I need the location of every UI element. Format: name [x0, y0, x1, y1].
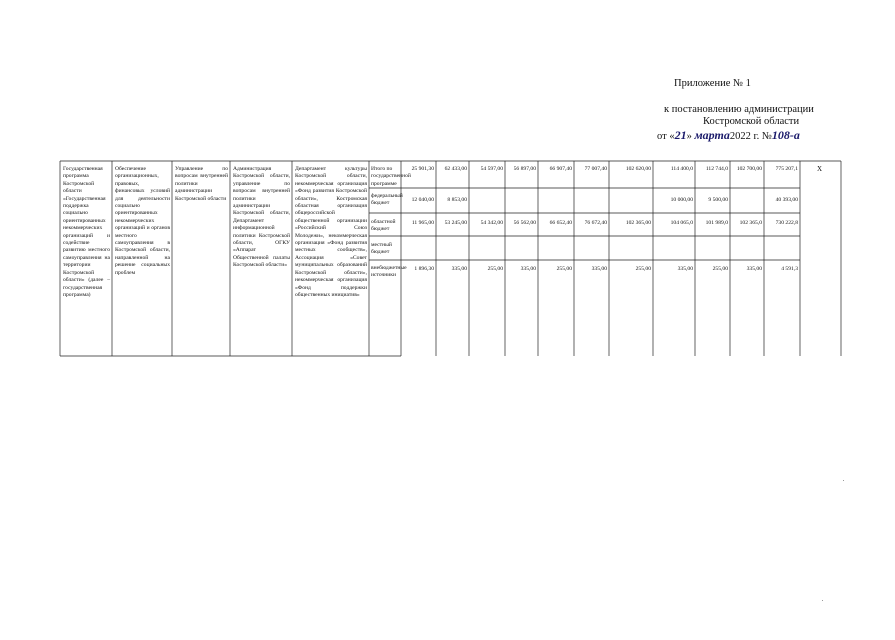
value-cell: 255,00 — [487, 266, 503, 272]
handwritten-number: 108-а — [771, 128, 800, 142]
scan-speck — [822, 600, 823, 601]
value-cell: 10 000,00 — [670, 197, 693, 203]
value-cell: 112 744,0 — [705, 166, 728, 172]
program-goal-cell: Обеспечение организационных, правовых, финансовых условий для деятельности социально ориентированных некоммерческих организаций и органов местного самоуправления в Костромской области, направленной на решение социальных проблем — [115, 166, 170, 276]
value-cell: 102 700,00 — [736, 166, 762, 172]
value-cell: 255,00 — [712, 266, 728, 272]
year-part: 2022 г. № — [729, 131, 772, 142]
value-cell: 77 007,40 — [584, 166, 607, 172]
value-cell: 101 989,0 — [705, 220, 728, 226]
value-cell: 66 907,40 — [549, 166, 572, 172]
value-cell: 4 591,3 — [781, 266, 798, 272]
program-name-cell: Государственная программа Костромской области «Государственная поддержка социально ориентированных некоммерческих организаций и содействие развитию местного самоуправления на территории Костромской области» (далее – государственная программа) — [63, 166, 110, 298]
decree-label: к постановлению администрации — [664, 104, 814, 115]
date-prefix: от « — [657, 131, 675, 142]
value-cell: 12 040,00 — [411, 197, 434, 203]
value-cell: 56 562,00 — [513, 220, 536, 226]
value-cell: 335,00 — [520, 266, 536, 272]
program-participants-cell: Департамент культуры Костромской области, некоммерческая организация «Фонд развития Костромской области», Костромская областная организация общероссийской общественной организации «Российский Союз Молодежи», некоммерческая организация «Фонд развития местных сообществ», Ассоциация «Совет муниципальных образований Костромской области», некоммерческая организация «Фонд поддержки общественных инициатив» — [295, 166, 367, 298]
value-cell: 335,00 — [451, 266, 467, 272]
region-label: Костромской области — [703, 116, 800, 127]
source-federal: федеральный бюджет — [371, 193, 403, 207]
source-total: Итого по государственной программе — [371, 166, 411, 187]
program-manager-cell: Управление по вопросам внутренней политики администрации Костромской области — [175, 166, 228, 202]
value-cell: 40 393,00 — [775, 197, 798, 203]
value-cell: 335,00 — [677, 266, 693, 272]
value-cell: 102 620,00 — [625, 166, 651, 172]
value-cell: 54 597,00 — [480, 166, 503, 172]
value-cell: 104 065,0 — [670, 220, 693, 226]
value-cell: 53 245,00 — [444, 220, 467, 226]
value-cell: 56 897,00 — [513, 166, 536, 172]
value-cell: 775 207,1 — [775, 166, 798, 172]
value-cell: 102 365,00 — [625, 220, 651, 226]
value-cell: 335,00 — [591, 266, 607, 272]
program-executors-cell: Администрация Костромской области, управление по вопросам внутренней политики администрации Костромской области, Департамент информационной политики Костромской области, ОГКУ «Аппарат Общественной палаты Костромской области» — [233, 166, 290, 269]
scan-speck — [843, 480, 844, 481]
value-cell: 76 672,40 — [584, 220, 607, 226]
source-regional: областной бюджет — [371, 219, 396, 233]
value-cell: 8 853,00 — [447, 197, 467, 203]
value-cell: 66 652,40 — [549, 220, 572, 226]
handwritten-day: 21 — [674, 128, 687, 142]
date-mid: » — [686, 131, 692, 142]
value-cell: 255,00 — [556, 266, 572, 272]
value-cell: 62 433,00 — [444, 166, 467, 172]
value-cell: 25 901,30 — [411, 166, 434, 172]
appendix-label: Приложение № 1 — [674, 78, 751, 89]
source-extrabudget: внебюджетные источники — [371, 265, 407, 279]
value-cell: 54 342,00 — [480, 220, 503, 226]
source-local: местный бюджет — [371, 242, 392, 256]
handwritten-month: марта — [694, 128, 730, 142]
last-column-mark: Х — [817, 165, 823, 173]
value-cell: 255,00 — [635, 266, 651, 272]
value-cell: 1 896,30 — [414, 266, 434, 272]
value-cell: 102 365,0 — [739, 220, 762, 226]
value-cell: 11 965,00 — [411, 220, 434, 226]
value-cell: 335,00 — [746, 266, 762, 272]
value-cell: 9 500,00 — [708, 197, 728, 203]
value-cell: 730 222,8 — [775, 220, 798, 226]
value-cell: 114 400,0 — [670, 166, 693, 172]
